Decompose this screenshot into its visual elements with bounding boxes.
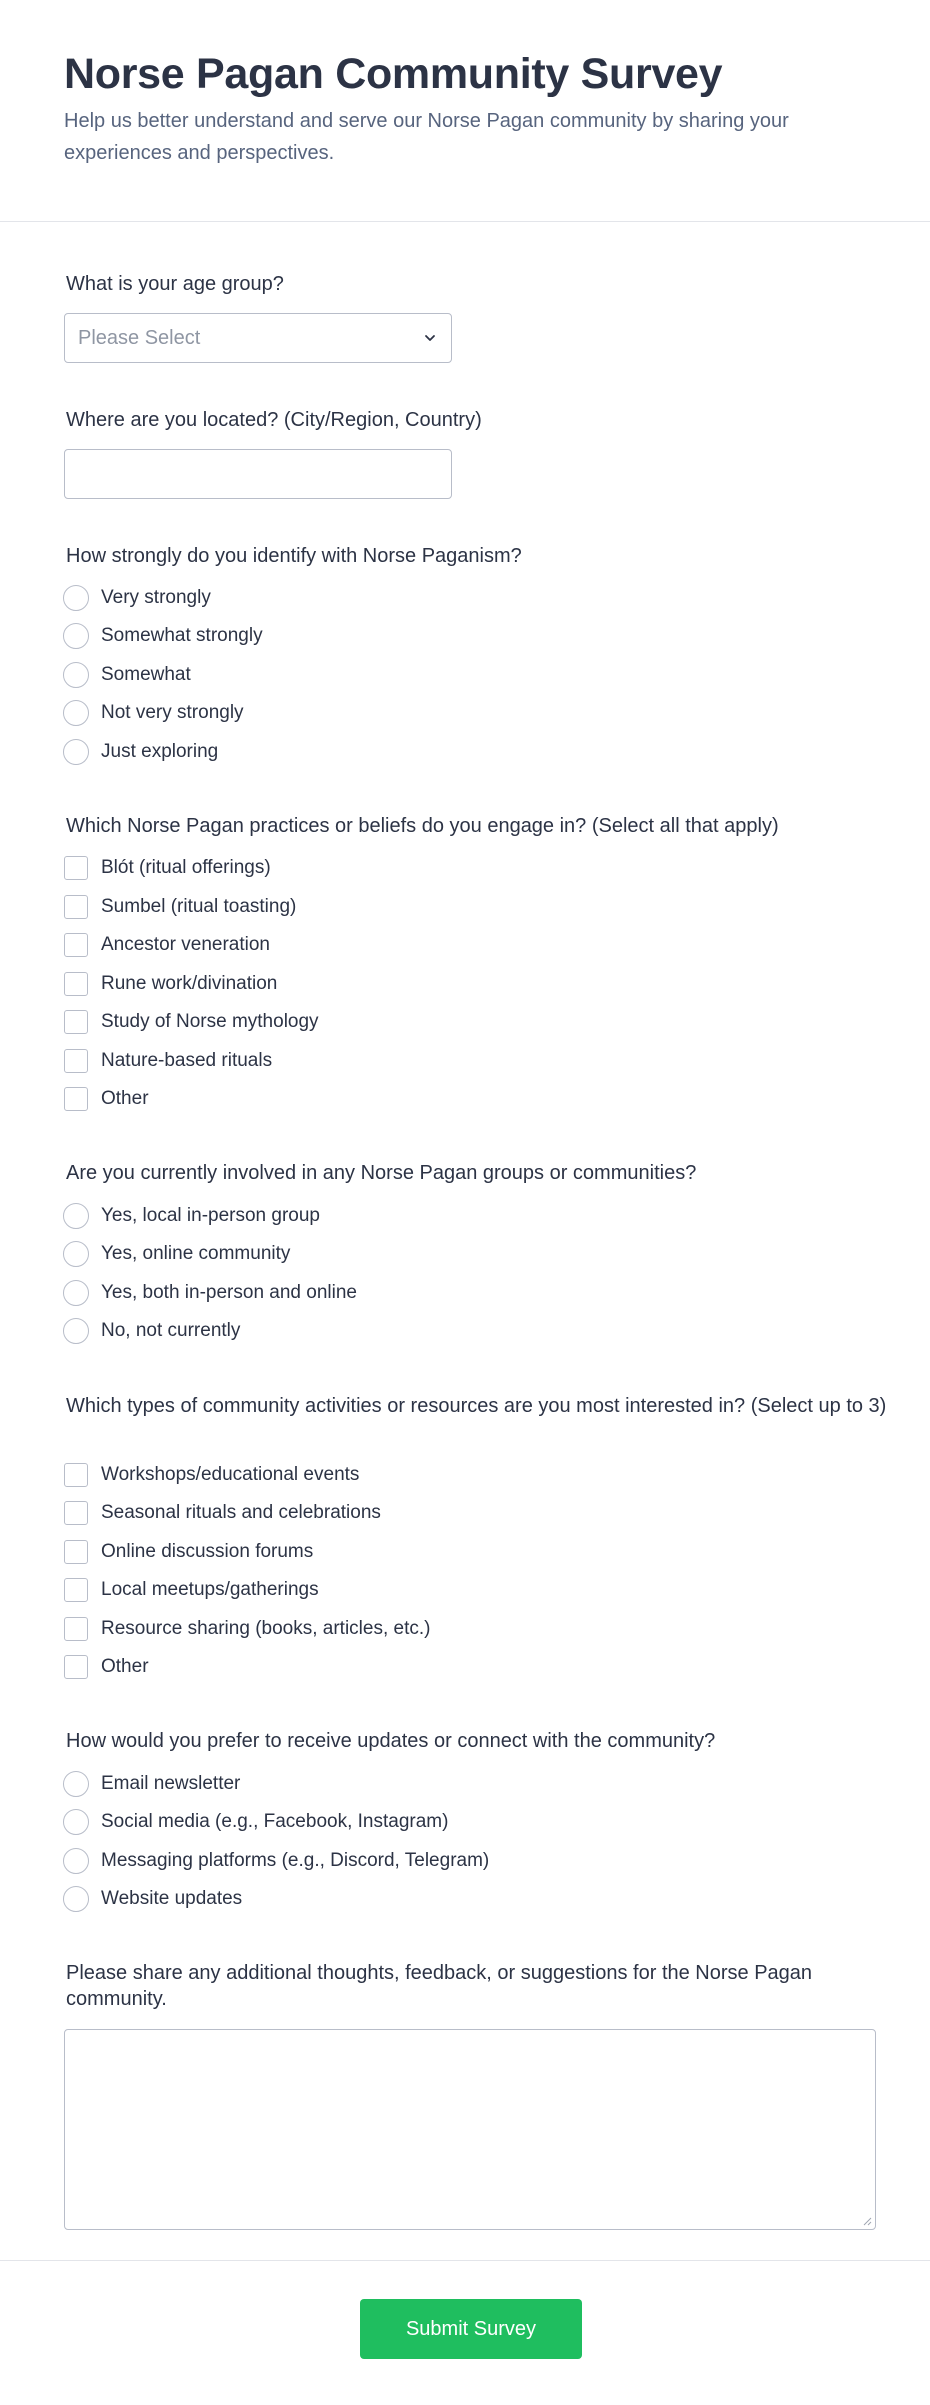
- updates-option[interactable]: [63, 1809, 863, 1835]
- option-label: Resource sharing (books, articles, etc.): [101, 1618, 431, 1639]
- activity-option[interactable]: [63, 1577, 863, 1603]
- chevron-down-icon: [421, 329, 439, 347]
- question-involved-label: Are you currently involved in any Norse Pagan groups or communities?: [66, 1162, 697, 1184]
- activity-option[interactable]: [63, 1654, 863, 1680]
- radio-button[interactable]: [63, 1809, 89, 1835]
- radio-button[interactable]: [63, 1886, 89, 1912]
- option-label: Local meetups/gatherings: [101, 1579, 319, 1600]
- identify-option[interactable]: [63, 623, 863, 649]
- option-label: Not very strongly: [101, 702, 244, 723]
- updates-option[interactable]: [63, 1848, 863, 1874]
- option-label: Sumbel (ritual toasting): [101, 896, 297, 917]
- option-label: Seasonal rituals and celebrations: [101, 1502, 381, 1523]
- updates-option[interactable]: [63, 1886, 863, 1912]
- identify-option[interactable]: [63, 662, 863, 688]
- option-label: Very strongly: [101, 587, 211, 608]
- checkbox[interactable]: [64, 895, 88, 919]
- age-group-select-value: Please Select: [78, 327, 201, 349]
- option-label: Online discussion forums: [101, 1541, 314, 1562]
- option-label: Ancestor veneration: [101, 934, 270, 955]
- activity-option[interactable]: [63, 1462, 863, 1488]
- radio-button[interactable]: [63, 585, 89, 611]
- option-label: Yes, online community: [101, 1243, 291, 1264]
- checkbox[interactable]: [64, 1087, 88, 1111]
- checkbox[interactable]: [64, 1540, 88, 1564]
- option-label: Website updates: [101, 1888, 243, 1909]
- checkbox[interactable]: [64, 1010, 88, 1034]
- identify-option[interactable]: [63, 700, 863, 726]
- checkbox[interactable]: [64, 1049, 88, 1073]
- option-label: Workshops/educational events: [101, 1464, 360, 1485]
- age-group-select[interactable]: [64, 313, 452, 363]
- option-label: Just exploring: [101, 741, 219, 762]
- option-label: Blót (ritual offerings): [101, 857, 271, 878]
- option-label: Yes, local in-person group: [101, 1205, 320, 1226]
- option-label: Other: [101, 1088, 149, 1109]
- option-label: Other: [101, 1656, 149, 1677]
- practice-option[interactable]: [63, 971, 863, 997]
- question-activities-label: Which types of community activities or resources are you most interested in? (Select up to 3): [66, 1395, 887, 1417]
- resize-grip-icon[interactable]: [862, 2216, 872, 2226]
- feedback-textarea[interactable]: [64, 2029, 876, 2230]
- updates-option[interactable]: [63, 1771, 863, 1797]
- checkbox[interactable]: [64, 1463, 88, 1487]
- page-title: Norse Pagan Community Survey: [64, 50, 723, 98]
- option-label: Study of Norse mythology: [101, 1011, 319, 1032]
- option-label: No, not currently: [101, 1320, 241, 1341]
- identify-option[interactable]: [63, 585, 863, 611]
- submit-survey-button[interactable]: Submit Survey: [360, 2299, 582, 2359]
- involved-option[interactable]: [63, 1280, 863, 1306]
- option-label: Social media (e.g., Facebook, Instagram): [101, 1811, 449, 1832]
- option-label: Rune work/divination: [101, 973, 278, 994]
- option-label: Yes, both in-person and online: [101, 1282, 357, 1303]
- option-label: Somewhat strongly: [101, 625, 263, 646]
- involved-option[interactable]: [63, 1318, 863, 1344]
- option-label: Email newsletter: [101, 1773, 241, 1794]
- identify-option[interactable]: [63, 739, 863, 765]
- question-age-label: What is your age group?: [66, 273, 284, 295]
- practice-option[interactable]: [63, 1086, 863, 1112]
- activity-option[interactable]: [63, 1500, 863, 1526]
- practice-option[interactable]: [63, 1009, 863, 1035]
- practice-option[interactable]: [63, 855, 863, 881]
- involved-option[interactable]: [63, 1241, 863, 1267]
- option-label: Messaging platforms (e.g., Discord, Telegram): [101, 1850, 490, 1871]
- involved-option[interactable]: [63, 1203, 863, 1229]
- radio-button[interactable]: [63, 1241, 89, 1267]
- radio-button[interactable]: [63, 1203, 89, 1229]
- practice-option[interactable]: [63, 1048, 863, 1074]
- option-label: Somewhat: [101, 664, 191, 685]
- radio-button[interactable]: [63, 1318, 89, 1344]
- radio-button[interactable]: [63, 700, 89, 726]
- checkbox[interactable]: [64, 1501, 88, 1525]
- question-feedback-label: Please share any additional thoughts, feedback, or suggestions for the Norse Pagan community.: [66, 1962, 813, 2010]
- radio-button[interactable]: [63, 662, 89, 688]
- question-updates-label: How would you prefer to receive updates or connect with the community?: [66, 1730, 716, 1752]
- checkbox[interactable]: [64, 1655, 88, 1679]
- question-identify-label: How strongly do you identify with Norse Paganism?: [66, 545, 522, 567]
- activity-option[interactable]: [63, 1539, 863, 1565]
- checkbox[interactable]: [64, 972, 88, 996]
- footer-divider: [0, 2260, 930, 2261]
- radio-button[interactable]: [63, 1771, 89, 1797]
- form-header: [0, 0, 930, 222]
- activity-option[interactable]: [63, 1616, 863, 1642]
- radio-button[interactable]: [63, 623, 89, 649]
- page-subtitle: Help us better understand and serve our Norse Pagan community by sharing your experiences and perspectives.: [64, 110, 789, 164]
- practice-option[interactable]: [63, 894, 863, 920]
- question-location-label: Where are you located? (City/Region, Country): [66, 409, 482, 431]
- radio-button[interactable]: [63, 1280, 89, 1306]
- checkbox[interactable]: [64, 856, 88, 880]
- option-label: Nature-based rituals: [101, 1050, 273, 1071]
- checkbox[interactable]: [64, 933, 88, 957]
- radio-button[interactable]: [63, 1848, 89, 1874]
- location-input[interactable]: [64, 449, 452, 499]
- checkbox[interactable]: [64, 1578, 88, 1602]
- practice-option[interactable]: [63, 932, 863, 958]
- checkbox[interactable]: [64, 1617, 88, 1641]
- radio-button[interactable]: [63, 739, 89, 765]
- question-practices-label: Which Norse Pagan practices or beliefs do you engage in? (Select all that apply): [66, 815, 779, 837]
